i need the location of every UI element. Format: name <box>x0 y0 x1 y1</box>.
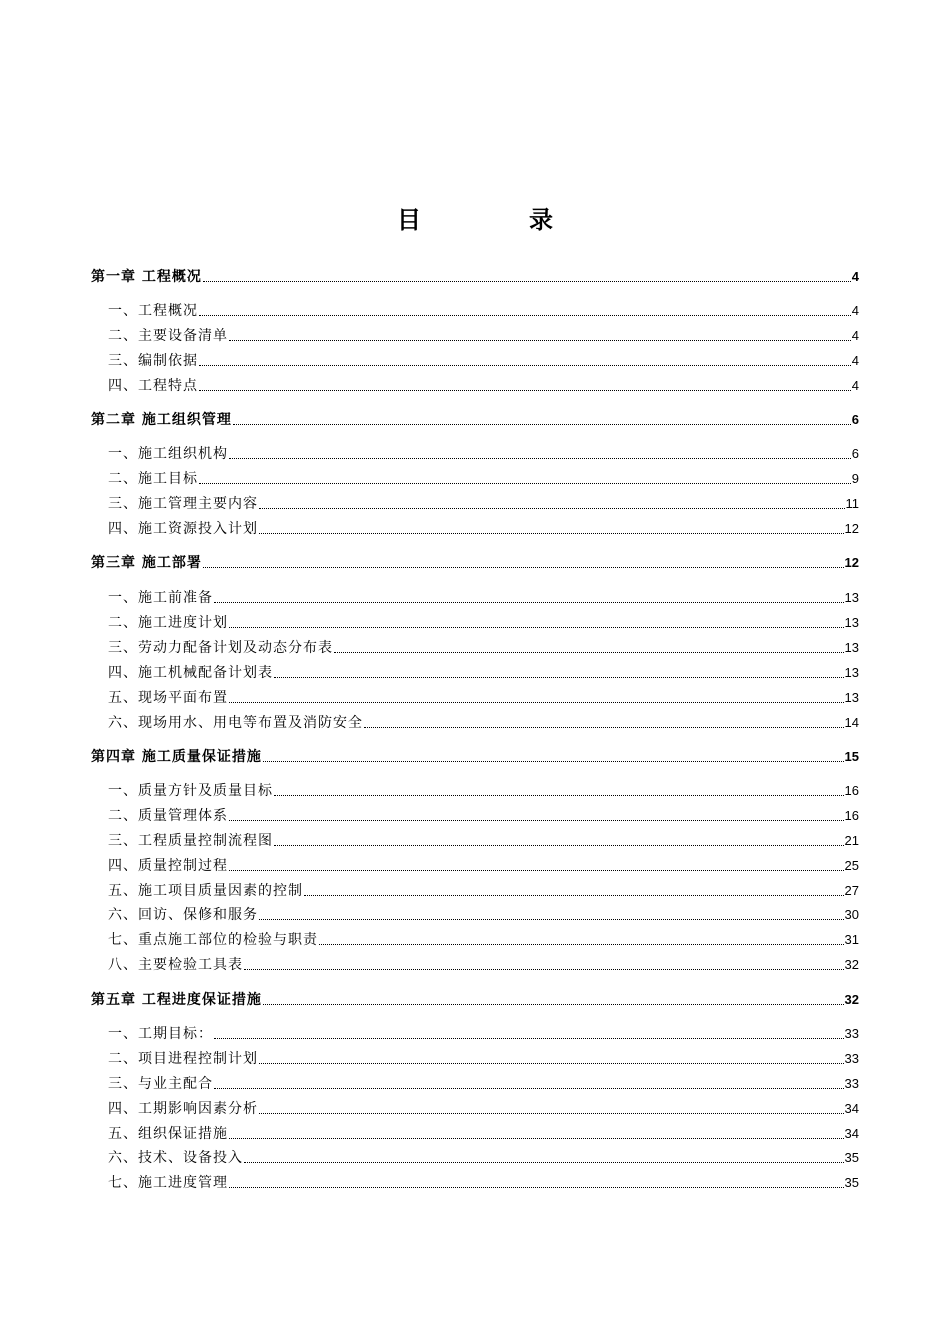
toc-page-number: 16 <box>844 808 859 823</box>
toc-section-entry[interactable] <box>0 464 950 488</box>
toc-section-entry[interactable] <box>0 608 950 632</box>
toc-page-number: 4 <box>851 303 859 318</box>
toc-dot-leader <box>203 567 844 568</box>
toc-page-number: 31 <box>844 932 859 947</box>
toc-dot-leader <box>263 761 844 762</box>
toc-dot-leader <box>259 1063 844 1064</box>
toc-entry-title: 一、质量方针及质量目标 <box>108 783 273 799</box>
toc-entry-title: 六、现场用水、用电等布置及消防安全 <box>108 715 363 731</box>
toc-section-entry[interactable] <box>0 683 950 707</box>
toc-page-number: 14 <box>844 715 859 730</box>
toc-page-number: 35 <box>844 1175 859 1190</box>
toc-chapter-entry[interactable] <box>0 985 950 1009</box>
toc-page-number: 25 <box>844 858 859 873</box>
toc-entry-title: 第一章 工程概况 <box>91 269 202 285</box>
toc-dot-leader <box>214 1038 844 1039</box>
toc-entry-title: 一、施工前准备 <box>108 590 213 606</box>
toc-dot-leader <box>199 483 851 484</box>
toc-dot-leader <box>199 365 851 366</box>
toc-entry-title: 二、施工目标 <box>108 471 198 487</box>
toc-dot-leader <box>199 315 851 316</box>
toc-section-entry[interactable] <box>0 346 950 370</box>
toc-entry-title: 四、工程特点 <box>108 378 198 394</box>
toc-page-number: 9 <box>851 471 859 486</box>
toc-dot-leader <box>274 795 844 796</box>
toc-section-entry[interactable] <box>0 658 950 682</box>
toc-entry-title: 六、回访、保修和服务 <box>108 907 258 923</box>
toc-dot-leader <box>214 602 844 603</box>
toc-page-number: 6 <box>851 446 859 461</box>
toc-entry-title: 二、项目进程控制计划 <box>108 1051 258 1067</box>
toc-entry-title: 六、技术、设备投入 <box>108 1150 243 1166</box>
toc-page-number: 4 <box>851 378 859 393</box>
toc-page-number: 11 <box>845 496 859 511</box>
toc-chapter-entry[interactable] <box>0 405 950 429</box>
toc-page-number: 32 <box>844 992 859 1007</box>
toc-dot-leader <box>364 727 844 728</box>
toc-page-number: 32 <box>844 957 859 972</box>
toc-entry-title: 四、施工资源投入计划 <box>108 521 258 537</box>
toc-dot-leader <box>199 390 851 391</box>
toc-section-entry[interactable] <box>0 583 950 607</box>
toc-dot-leader <box>304 895 844 896</box>
toc-page-number: 4 <box>851 269 859 284</box>
toc-section-entry[interactable] <box>0 514 950 538</box>
toc-section-entry[interactable] <box>0 1044 950 1068</box>
toc-dot-leader <box>274 677 844 678</box>
toc-entry-title: 三、劳动力配备计划及动态分布表 <box>108 640 333 656</box>
toc-page-number: 13 <box>844 640 859 655</box>
toc-page-number: 33 <box>844 1076 859 1091</box>
toc-entry-title: 二、施工进度计划 <box>108 615 228 631</box>
toc-page-number: 13 <box>844 590 859 605</box>
toc-page-number: 13 <box>844 665 859 680</box>
toc-entry-title: 八、主要检验工具表 <box>108 957 243 973</box>
toc-section-entry[interactable] <box>0 1094 950 1118</box>
toc-section-entry[interactable] <box>0 1019 950 1043</box>
toc-entry-title: 三、施工管理主要内容 <box>108 496 258 512</box>
toc-entry-title: 第四章 施工质量保证措施 <box>91 749 262 765</box>
toc-section-entry[interactable] <box>0 925 950 949</box>
toc-entry-title: 一、工程概况 <box>108 303 198 319</box>
toc-page-number: 34 <box>844 1126 859 1141</box>
toc-entry-title: 五、施工项目质量因素的控制 <box>108 883 303 899</box>
toc-chapter-entry[interactable] <box>0 742 950 766</box>
toc-dot-leader <box>263 1004 844 1005</box>
toc-dot-leader <box>214 1088 844 1089</box>
toc-dot-leader <box>229 1187 844 1188</box>
toc-entry-title: 二、质量管理体系 <box>108 808 228 824</box>
toc-page-number: 12 <box>844 521 859 536</box>
toc-entry-title: 三、编制依据 <box>108 353 198 369</box>
toc-section-entry[interactable] <box>0 826 950 850</box>
toc-section-entry[interactable] <box>0 1168 950 1192</box>
toc-dot-leader <box>244 969 844 970</box>
toc-section-entry[interactable] <box>0 489 950 513</box>
toc-dot-leader <box>229 627 844 628</box>
toc-chapter-entry[interactable] <box>0 262 950 286</box>
toc-page-number: 6 <box>851 412 859 427</box>
toc-page-number: 33 <box>844 1051 859 1066</box>
toc-page-number: 35 <box>844 1150 859 1165</box>
toc-entry-title: 四、质量控制过程 <box>108 858 228 874</box>
toc-section-entry[interactable] <box>0 876 950 900</box>
toc-entry-title: 第五章 工程进度保证措施 <box>91 992 262 1008</box>
toc-page-number: 33 <box>844 1026 859 1041</box>
toc-section-entry[interactable] <box>0 950 950 974</box>
toc-entry-title: 第三章 施工部署 <box>91 555 202 571</box>
toc-entry-title: 一、工期目标： <box>108 1026 213 1042</box>
toc-page-number: 4 <box>851 353 859 368</box>
toc-entry-title: 三、与业主配合 <box>108 1076 213 1092</box>
toc-page-number: 21 <box>844 833 859 848</box>
toc-section-entry[interactable] <box>0 321 950 345</box>
toc-dot-leader <box>259 1113 844 1114</box>
toc-dot-leader <box>229 820 844 821</box>
toc-section-entry[interactable] <box>0 1069 950 1093</box>
toc-section-entry[interactable] <box>0 439 950 463</box>
toc-page-number: 13 <box>844 615 859 630</box>
toc-dot-leader <box>244 1162 844 1163</box>
toc-entry-title: 四、工期影响因素分析 <box>108 1101 258 1117</box>
toc-page-number: 27 <box>844 883 859 898</box>
toc-dot-leader <box>229 1138 844 1139</box>
toc-dot-leader <box>319 944 844 945</box>
toc-section-entry[interactable] <box>0 1143 950 1167</box>
toc-page-number: 30 <box>844 907 859 922</box>
toc-entry-title: 五、现场平面布置 <box>108 690 228 706</box>
toc-page-number: 16 <box>844 783 859 798</box>
toc-entry-title: 七、施工进度管理 <box>108 1175 228 1191</box>
toc-page-number: 12 <box>844 555 859 570</box>
toc-entry-title: 七、重点施工部位的检验与职责 <box>108 932 318 948</box>
toc-section-entry[interactable] <box>0 633 950 657</box>
toc-chapter-entry[interactable] <box>0 548 950 572</box>
toc-dot-leader <box>229 340 851 341</box>
toc-section-entry[interactable] <box>0 776 950 800</box>
toc-entry-title: 三、工程质量控制流程图 <box>108 833 273 849</box>
toc-dot-leader <box>274 845 844 846</box>
toc-entry-title: 四、施工机械配备计划表 <box>108 665 273 681</box>
toc-entry-title: 一、施工组织机构 <box>108 446 228 462</box>
toc-page-number: 4 <box>851 328 859 343</box>
toc-entry-title: 第二章 施工组织管理 <box>91 412 232 428</box>
toc-dot-leader <box>233 424 851 425</box>
toc-section-entry[interactable] <box>0 371 950 395</box>
toc-title: 目 录 <box>397 206 595 234</box>
toc-dot-leader <box>229 458 851 459</box>
toc-page-number: 13 <box>844 690 859 705</box>
toc-entry-title: 二、主要设备清单 <box>108 328 228 344</box>
toc-section-entry[interactable] <box>0 1119 950 1143</box>
toc-section-entry[interactable] <box>0 296 950 320</box>
toc-section-entry[interactable] <box>0 851 950 875</box>
toc-section-entry[interactable] <box>0 801 950 825</box>
toc-dot-leader <box>334 652 844 653</box>
toc-dot-leader <box>229 870 844 871</box>
toc-section-entry[interactable] <box>0 900 950 924</box>
toc-dot-leader <box>259 533 844 534</box>
toc-dot-leader <box>259 508 845 509</box>
toc-dot-leader <box>203 281 851 282</box>
toc-page-number: 34 <box>844 1101 859 1116</box>
toc-page-number: 15 <box>844 749 859 764</box>
toc-section-entry[interactable] <box>0 708 950 732</box>
toc-dot-leader <box>229 702 844 703</box>
toc-entry-title: 五、组织保证措施 <box>108 1126 228 1142</box>
toc-dot-leader <box>259 919 844 920</box>
